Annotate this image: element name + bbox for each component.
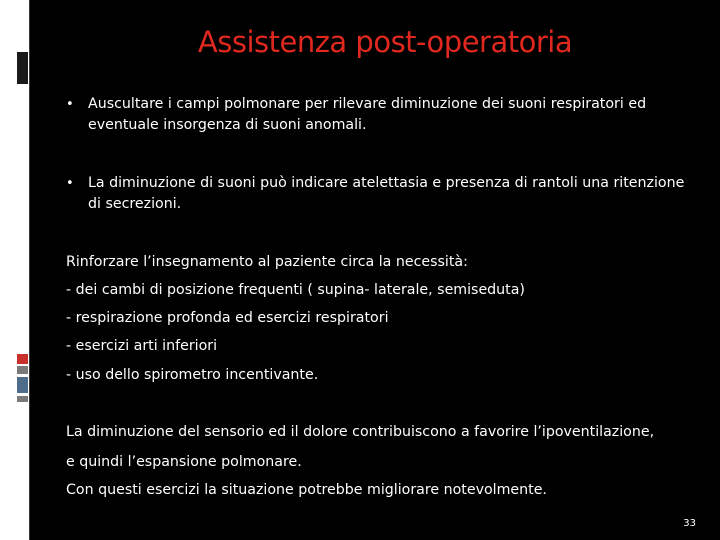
conclusion-line: Con questi esercizi la situazione potrebbe migliorare notevolmente. xyxy=(66,482,547,498)
instruction-intro: Rinforzare l’insegnamento al paziente circa la necessità: xyxy=(66,254,468,270)
instruction-item: - uso dello spirometro incentivante. xyxy=(66,367,319,383)
slide-title: Assistenza post-operatoria xyxy=(197,25,573,59)
bullet-dot: • xyxy=(66,176,74,191)
instruction-item: - dei cambi di posizione frequenti ( supina- laterale, semiseduta) xyxy=(66,282,525,298)
bullet-text: La diminuzione di suoni può indicare atelettasia e presenza di rantoli una ritenzione di secrezioni. xyxy=(88,175,685,212)
page-number: 33 xyxy=(683,518,696,529)
divider-line xyxy=(29,0,30,540)
accent-block-gray-bottom xyxy=(17,396,28,402)
conclusion-line: e quindi l’espansione polmonare. xyxy=(66,454,302,470)
bullet-text: Auscultare i campi polmonare per rilevare diminuzione dei suoni respiratori ed eventuale insorgenza di suoni anomali. xyxy=(88,96,647,133)
bullet-dot: • xyxy=(66,97,74,112)
conclusion-line: La diminuzione del sensorio ed il dolore contribuiscono a favorire l’ipoventilazione, xyxy=(66,424,655,440)
accent-block-red xyxy=(17,354,28,364)
left-decorative-bar xyxy=(0,0,29,540)
bullet-item-1 xyxy=(66,94,696,136)
accent-block-gray xyxy=(17,366,28,374)
bullet-item-2 xyxy=(66,173,696,215)
accent-block-blue xyxy=(17,377,28,393)
accent-block-dark xyxy=(17,52,28,84)
instruction-item: - esercizi arti inferiori xyxy=(66,338,218,354)
instruction-item: - respirazione profonda ed esercizi respiratori xyxy=(66,310,389,326)
